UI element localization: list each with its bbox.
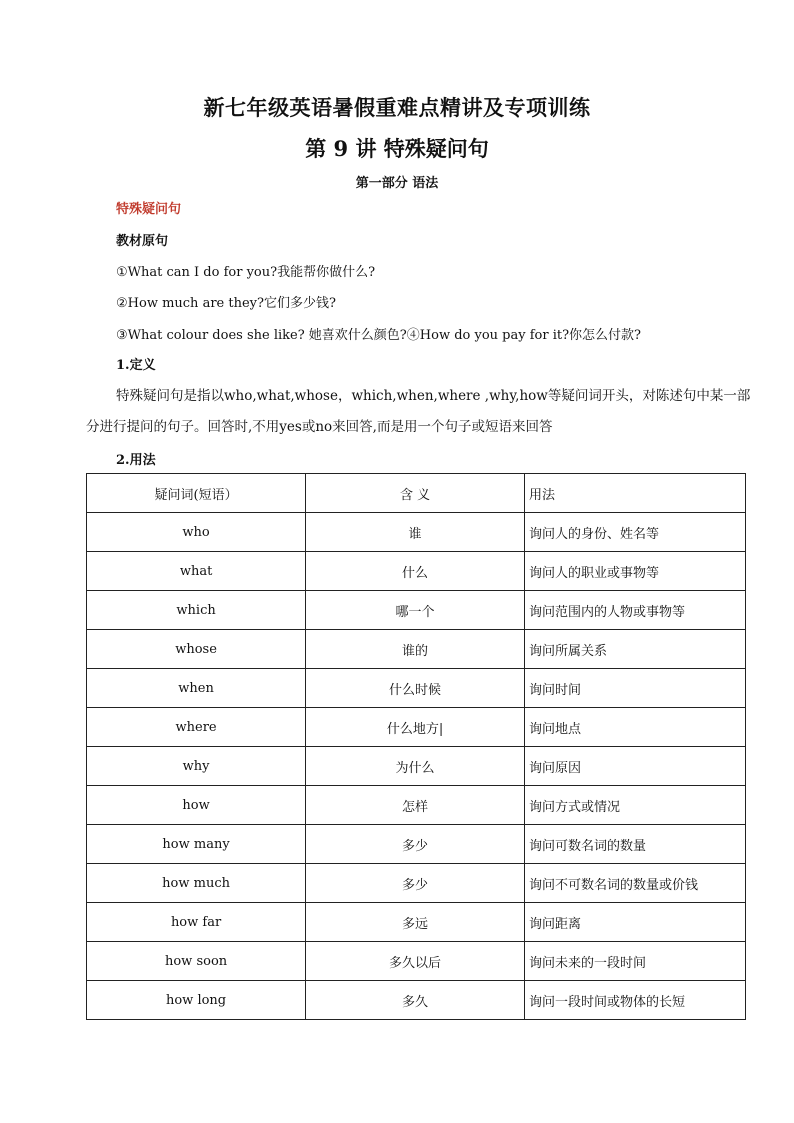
definition-heading: 1.定义: [116, 358, 156, 373]
example-sentence-1: ①What can I do for you?我能帮你做什么?: [116, 265, 376, 280]
column-header-usage: 用法: [525, 474, 746, 513]
example-sentence-2: ②How much are they?它们多少钱?: [116, 296, 336, 311]
table-row: [87, 786, 746, 825]
topic-heading: 特殊疑问句: [116, 202, 182, 217]
meaning-cell: 多久: [306, 981, 525, 1020]
question-word-cell: how: [87, 786, 306, 825]
part-title: 第一部分 语法: [355, 176, 439, 191]
column-header-question-word: 疑问词(短语）: [87, 474, 306, 513]
meaning-cell: 怎样: [306, 786, 525, 825]
usage-table: [86, 473, 746, 1020]
question-word-cell: how soon: [87, 942, 306, 981]
meaning-cell: 为什么: [306, 747, 525, 786]
meaning-cell: 多远: [306, 903, 525, 942]
meaning-cell: 谁: [306, 513, 525, 552]
question-word-cell: why: [87, 747, 306, 786]
usage-cell: 询问时间: [525, 669, 746, 708]
table-row: [87, 864, 746, 903]
meaning-cell: 什么地方|: [306, 708, 525, 747]
question-word-cell: whose: [87, 630, 306, 669]
usage-cell: 询问不可数名词的数量或价钱: [525, 864, 746, 903]
question-word-cell: where: [87, 708, 306, 747]
question-word-cell: who: [87, 513, 306, 552]
document-title: 新七年级英语暑假重难点精讲及专项训练: [203, 95, 591, 120]
table-row: [87, 552, 746, 591]
definition-paragraph-line-1: 特殊疑问句是指以who,what,whose，which,when,where ,why,how等疑问词开头，对陈述句中某一部: [116, 388, 751, 404]
usage-cell: 询问范围内的人物或事物等: [525, 591, 746, 630]
table-row: [87, 747, 746, 786]
usage-heading: 2.用法: [116, 453, 156, 468]
meaning-cell: 哪一个: [306, 591, 525, 630]
usage-cell: 询问距离: [525, 903, 746, 942]
column-header-meaning: 含 义: [306, 474, 525, 513]
question-word-cell: how long: [87, 981, 306, 1020]
meaning-cell: 什么时候: [306, 669, 525, 708]
meaning-cell: 谁的: [306, 630, 525, 669]
table-row: [87, 591, 746, 630]
usage-cell: 询问原因: [525, 747, 746, 786]
meaning-cell: 多少: [306, 864, 525, 903]
table-row: [87, 630, 746, 669]
table-row: [87, 903, 746, 942]
table-row: [87, 708, 746, 747]
question-word-cell: how much: [87, 864, 306, 903]
usage-cell: 询问人的职业或事物等: [525, 552, 746, 591]
usage-cell: 询问可数名词的数量: [525, 825, 746, 864]
question-word-cell: how far: [87, 903, 306, 942]
usage-cell: 询问方式或情况: [525, 786, 746, 825]
usage-cell: 询问人的身份、姓名等: [525, 513, 746, 552]
meaning-cell: 多少: [306, 825, 525, 864]
usage-cell: 询问所属关系: [525, 630, 746, 669]
usage-cell: 询问未来的一段时间: [525, 942, 746, 981]
table-row: [87, 825, 746, 864]
usage-cell: 询问地点: [525, 708, 746, 747]
question-word-cell: when: [87, 669, 306, 708]
question-word-cell: which: [87, 591, 306, 630]
table-row: [87, 942, 746, 981]
example-sentence-3: ③What colour does she like? 她喜欢什么颜色?④How do you pay for it?你怎么付款?: [116, 328, 642, 343]
question-word-cell: what: [87, 552, 306, 591]
lesson-title: 第 9 讲 特殊疑问句: [305, 136, 489, 161]
question-word-cell: how many: [87, 825, 306, 864]
table-header-row: [87, 474, 746, 513]
table-row: [87, 513, 746, 552]
definition-paragraph-line-2: 分进行提问的句子。回答时,不用yes或no来回答,而是用一个句子或短语来回答: [86, 419, 553, 435]
meaning-cell: 什么: [306, 552, 525, 591]
table-row: [87, 981, 746, 1020]
table-row: [87, 669, 746, 708]
usage-cell: 询问一段时间或物体的长短: [525, 981, 746, 1020]
textbook-sentences-heading: 教材原句: [116, 234, 169, 249]
meaning-cell: 多久以后: [306, 942, 525, 981]
